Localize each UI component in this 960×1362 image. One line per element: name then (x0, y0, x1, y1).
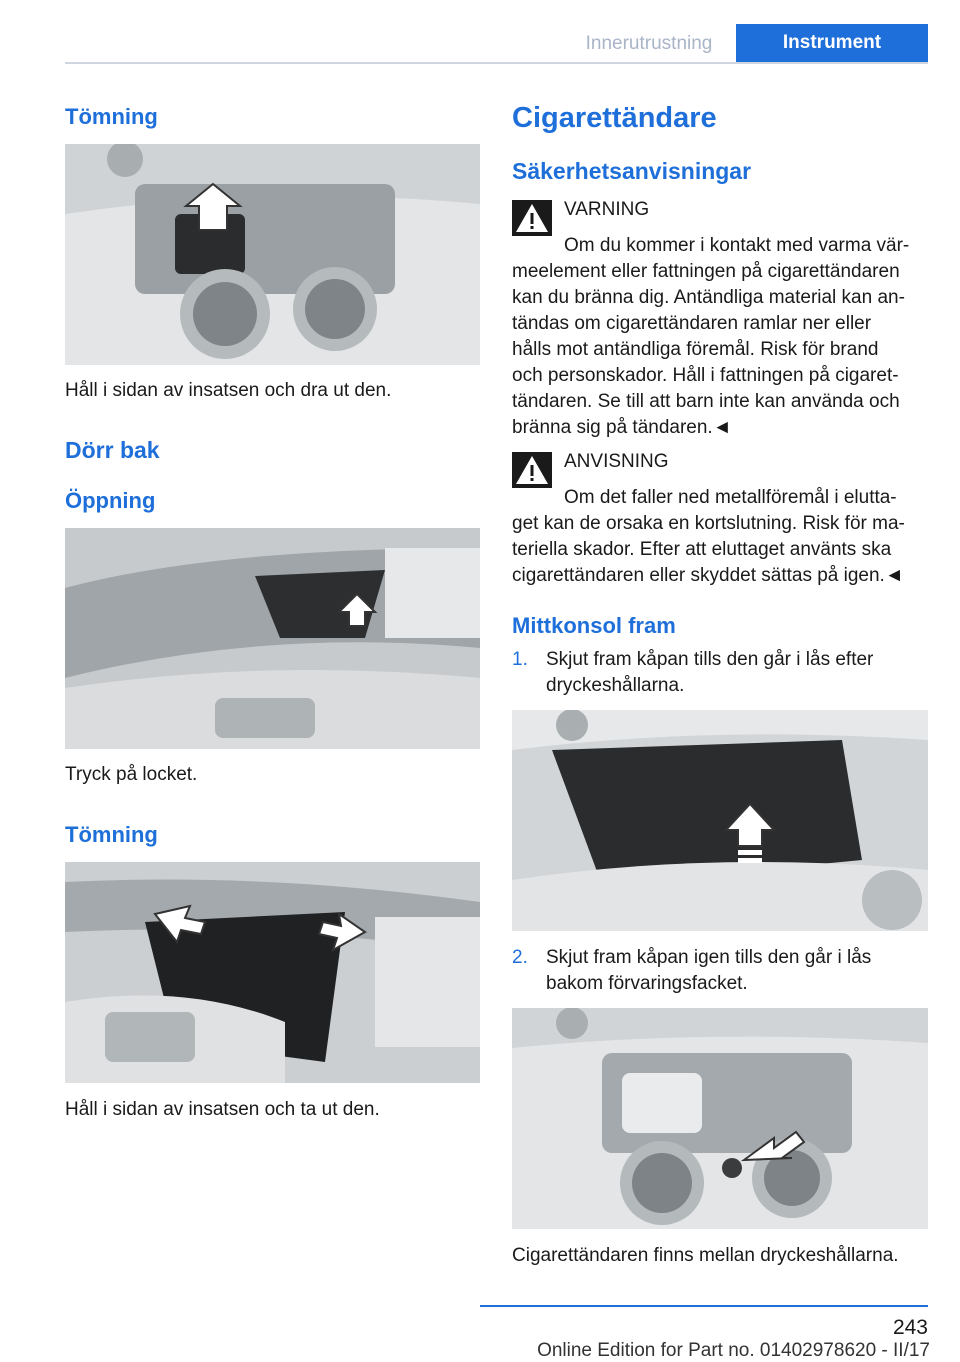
warning-line: kan du bränna dig. Antändliga material kan an- (512, 287, 905, 308)
photo-console-ashtray (65, 144, 480, 365)
photo-rear-door-ashtray (65, 528, 480, 749)
warning-line: Om du kommer i kontakt med varma vär- (564, 235, 910, 256)
caption-tomning-2: Håll i sidan av insatsen och ta ut den. (65, 1099, 380, 1120)
header-section-tab: Innerutrustning (585, 33, 713, 54)
step-number: 1. (512, 649, 528, 670)
footer-rule (480, 1305, 928, 1307)
notice-line: cigarettändaren eller skyddet sättas på igen.◄ (512, 565, 904, 586)
step-number: 2. (512, 947, 528, 968)
notice-triangle-icon (512, 452, 552, 488)
heading-sakerhetsanvisningar: Säkerhetsanvisningar (512, 158, 752, 184)
notice-line: get kan de orsaka en kortslutning. Risk för ma- (512, 513, 905, 534)
warning-line: meelement eller fattningen på cigarettändaren (512, 261, 900, 282)
title-cigarettandare: Cigarettändare (512, 102, 717, 134)
footer-edition: Online Edition for Part no. 01402978620 - II/17 (537, 1340, 930, 1361)
warning-label: VARNING (564, 199, 650, 220)
photo-console-cover-forward (512, 710, 928, 931)
step-text: bakom förvaringsfacket. (546, 973, 748, 994)
photo-cigarette-lighter-location (512, 1008, 928, 1229)
heading-dorr-bak: Dörr bak (65, 437, 160, 463)
heading-oppning: Öppning (65, 488, 156, 513)
warning-triangle-icon (512, 200, 552, 236)
warning-line: tändas om cigarettändaren ramlar ner eller (512, 313, 872, 334)
heading-tomning-2: Tömning (65, 822, 158, 847)
warning-line: hålls mot antändliga föremål. Risk för brand (512, 339, 879, 360)
notice-line: Om det faller ned metallföremål i elutta- (564, 487, 897, 508)
header-chapter-tab: Instrument (736, 24, 928, 64)
warning-line: och personskador. Håll i fattningen på cigaret- (512, 365, 899, 386)
heading-tomning-1: Tömning (65, 104, 158, 129)
caption-cigarette-lighter: Cigarettändaren finns mellan dryckeshållarna. (512, 1245, 899, 1266)
step-text: Skjut fram kåpan tills den går i lås efter (546, 649, 874, 670)
heading-mittkonsol-fram: Mittkonsol fram (512, 613, 676, 638)
notice-label: ANVISNING (564, 451, 669, 472)
step-text: Skjut fram kåpan igen tills den går i lås (546, 947, 872, 968)
notice-line: teriella skador. Efter att eluttaget använts ska (512, 539, 892, 560)
photo-door-ashtray-removal (65, 862, 480, 1083)
page-number: 243 (892, 1316, 928, 1339)
step-text: dryckeshållarna. (546, 675, 685, 696)
warning-line: tändaren. Se till att barn inte kan använda och (512, 391, 900, 412)
warning-line: bränna sig på tändaren.◄ (512, 417, 732, 438)
caption-oppning: Tryck på locket. (65, 764, 198, 785)
caption-tomning-1: Håll i sidan av insatsen och dra ut den. (65, 380, 392, 401)
header-rule (65, 62, 928, 64)
